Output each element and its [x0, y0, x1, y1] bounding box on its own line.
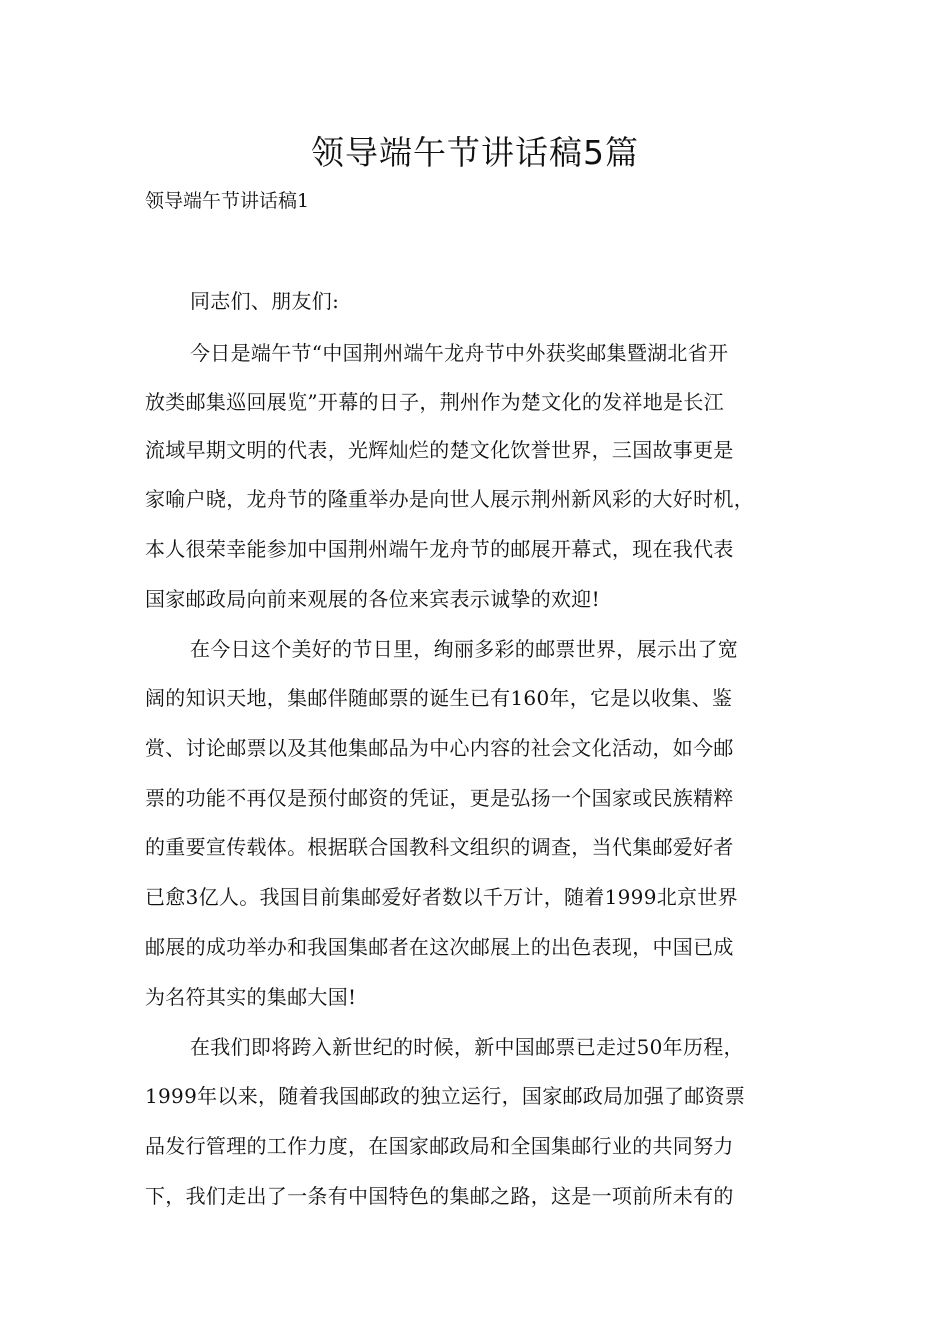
paragraph-3-line-1: 在我们即将跨入新世纪的时候，新中国邮票已走过50年历程， — [190, 1035, 744, 1059]
paragraph-1-line-2: 放类邮集巡回展览”开幕的日子，荆州作为楚文化的发祥地是长江 — [145, 390, 724, 414]
paragraph-2-line-4: 票的功能不再仅是预付邮资的凭证，更是弘扬一个国家或民族精粹 — [145, 786, 734, 810]
paragraph-2-line-3: 赏、讨论邮票以及其他集邮品为中心内容的社会文化活动，如今邮 — [145, 736, 734, 760]
paragraph-1-line-3: 流域早期文明的代表，光辉灿烂的楚文化饮誉世界，三国故事更是 — [145, 438, 734, 462]
greeting-line: 同志们、朋友们: — [190, 289, 340, 313]
paragraph-2-line-6: 已愈3亿人。我国目前集邮爱好者数以千万计，随着1999北京世界 — [145, 885, 738, 909]
paragraph-1-line-1: 今日是端午节“中国荆州端午龙舟节中外获奖邮集暨湖北省开 — [190, 341, 729, 365]
paragraph-2-line-8: 为名符其实的集邮大国! — [145, 985, 357, 1009]
paragraph-3-line-2: 1999年以来，随着我国邮政的独立运行，国家邮政局加强了邮资票 — [145, 1084, 746, 1108]
paragraph-1-line-5: 本人很荣幸能参加中国荆州端午龙舟节的邮展开幕式，现在我代表 — [145, 537, 734, 561]
document-title: 领导端午节讲话稿5篇 — [311, 133, 639, 172]
paragraph-1-line-4: 家喻户晓，龙舟节的隆重举办是向世人展示荆州新风彩的大好时机， — [145, 487, 754, 511]
paragraph-1-line-6: 国家邮政局向前来观展的各位来宾表示诚挚的欢迎! — [145, 587, 600, 611]
paragraph-2-line-1: 在今日这个美好的节日里，绚丽多彩的邮票世界，展示出了宽 — [190, 637, 739, 661]
paragraph-2-line-2: 阔的知识天地，集邮伴随邮票的诞生已有160年，它是以收集、鉴 — [145, 686, 733, 710]
paragraph-3-line-3: 品发行管理的工作力度，在国家邮政局和全国集邮行业的共同努力 — [145, 1134, 734, 1158]
paragraph-3-line-4: 下，我们走出了一条有中国特色的集邮之路，这是一项前所未有的 — [145, 1184, 734, 1208]
paragraph-2-line-7: 邮展的成功举办和我国集邮者在这次邮展上的出色表现，中国已成 — [145, 935, 734, 959]
section-subtitle: 领导端午节讲话稿1 — [145, 190, 310, 212]
paragraph-2-line-5: 的重要宣传载体。根据联合国教科文组织的调查，当代集邮爱好者 — [145, 835, 734, 859]
